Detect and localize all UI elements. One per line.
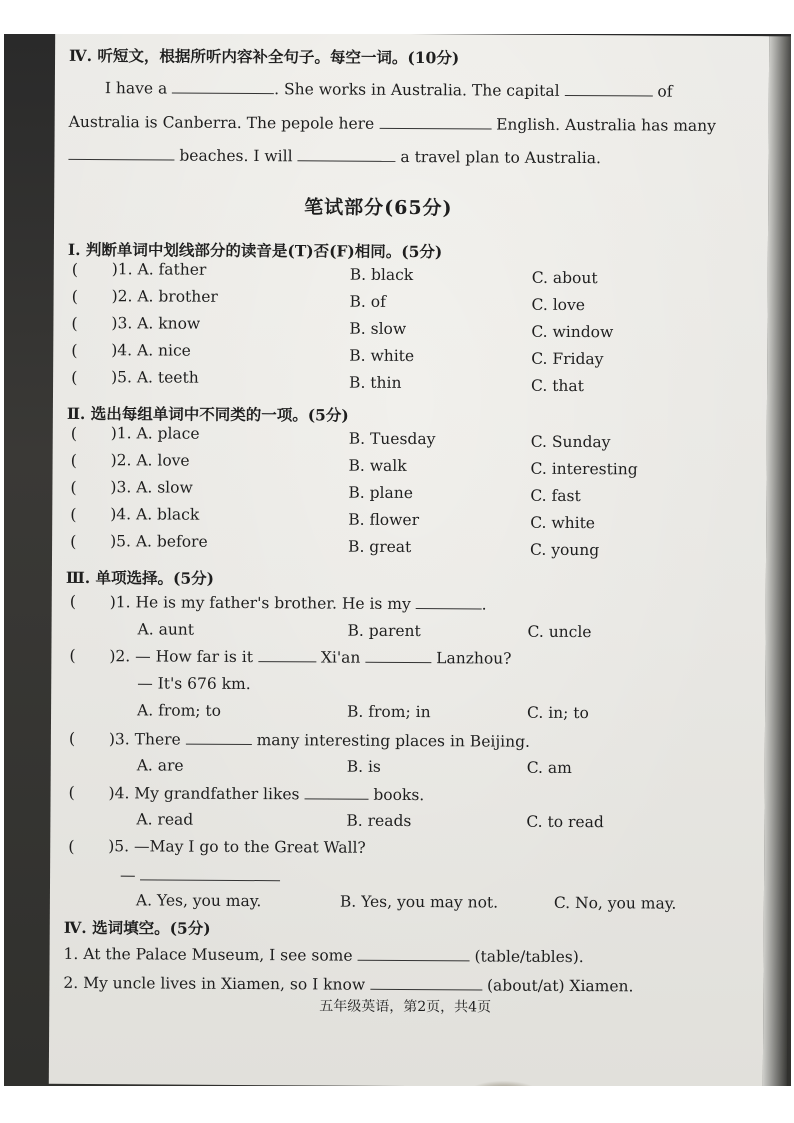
answer-paren[interactable]: (	[68, 728, 76, 748]
listening-line-3	[68, 145, 601, 167]
question-5-reply	[120, 865, 281, 885]
section1-heading: Ⅰ. 判断单词中划线部分的读音是(T)否(F)相同。(5分)	[67, 239, 443, 262]
listening-heading: Ⅳ. 听短文，根据所听内容补全句子。每空一词。(10分)	[69, 45, 460, 68]
answer-paren[interactable]: (	[70, 477, 77, 497]
answer-blank[interactable]	[365, 648, 431, 663]
section1-option-b: B. black	[349, 265, 414, 285]
answer-paren[interactable]: (	[70, 450, 77, 470]
option-c: C. am	[526, 758, 572, 777]
question-text: )3. There	[108, 730, 181, 749]
question-text: )1. He is my father's brother. He is my	[109, 593, 411, 614]
listening-text: of	[657, 82, 673, 101]
answer-paren[interactable]: (	[68, 782, 75, 802]
answer-blank[interactable]	[297, 146, 395, 162]
question-text: —	[120, 866, 136, 885]
section2-option-c: C. fast	[530, 486, 581, 506]
listening-text: . She works in Australia. The capital	[274, 80, 560, 100]
section1-option-a: )3. A. know	[111, 314, 201, 333]
section2-option-a: )3. A. slow	[110, 478, 193, 497]
question-text: (about/at) Xiamen.	[486, 976, 634, 996]
section2-option-b: B. flower	[348, 510, 420, 530]
option-b: B. is	[346, 757, 381, 776]
section1-option-a: )2. A. brother	[111, 287, 218, 306]
listening-text: I have a	[104, 79, 168, 98]
section1-option-c: C. love	[531, 295, 586, 315]
answer-blank[interactable]	[370, 975, 482, 991]
answer-blank[interactable]	[68, 145, 174, 161]
section2-option-b: B. great	[348, 537, 412, 557]
option-c: C. to read	[526, 812, 604, 832]
option-a: A. are	[136, 756, 184, 775]
page-edge-shadow	[763, 36, 791, 1086]
answer-blank[interactable]	[416, 594, 482, 609]
option-b: B. from; in	[347, 702, 431, 722]
section1-option-b: B. slow	[349, 319, 407, 338]
answer-blank[interactable]	[358, 946, 470, 962]
listening-text: a travel plan to Australia.	[400, 147, 601, 168]
section1-option-c: C. Friday	[531, 349, 604, 369]
listening-text: English. Australia has many	[496, 115, 716, 135]
question-text: Lanzhou?	[436, 649, 512, 668]
answer-blank[interactable]	[172, 79, 274, 95]
answer-paren[interactable]: (	[71, 286, 78, 306]
section1-option-c: C. that	[531, 376, 584, 396]
answer-paren[interactable]: (	[70, 423, 78, 443]
section1-option-b: B. of	[349, 292, 386, 311]
section1-option-c: C. window	[531, 322, 614, 342]
question-text: 2. My uncle lives in Xiamen, so I know	[63, 973, 366, 994]
question-text: books.	[373, 785, 425, 805]
section4-heading: Ⅳ. 选词填空。(5分)	[63, 917, 211, 938]
section1-option-b: B. white	[349, 346, 415, 366]
section2-option-b: B. Tuesday	[348, 429, 436, 449]
question-4	[109, 783, 425, 804]
listening-line-1	[105, 78, 673, 100]
answer-paren[interactable]: (	[71, 340, 78, 360]
section2-option-b: B. walk	[348, 456, 407, 475]
answer-blank[interactable]	[186, 730, 252, 745]
question-5: )5. —May I go to the Great Wall?	[108, 837, 366, 857]
answer-blank[interactable]	[140, 865, 280, 881]
section2-option-a: )5. A. before	[110, 532, 208, 551]
section2-option-c: C. interesting	[530, 459, 638, 479]
section1-option-b: B. thin	[349, 373, 402, 392]
answer-paren[interactable]: (	[69, 591, 77, 611]
section2-option-a: )2. A. love	[110, 451, 190, 470]
option-a: A. aunt	[137, 620, 195, 639]
option-a: A. Yes, you may.	[135, 891, 262, 911]
written-section-title: 笔试部分(65分)	[304, 196, 453, 220]
question-2-reply: — It's 676 km.	[137, 674, 251, 694]
option-a: A. from; to	[137, 701, 222, 720]
photo-debris	[469, 1080, 539, 1086]
answer-blank[interactable]	[379, 114, 491, 130]
section3-heading: Ⅲ. 单项选择。(5分)	[65, 567, 215, 588]
section2-heading: Ⅱ. 选出每组单词中不同类的一项。(5分)	[66, 403, 349, 425]
answer-paren[interactable]: (	[69, 645, 76, 665]
section1-option-a: )1. A. father	[111, 260, 207, 279]
option-b: B. parent	[347, 621, 421, 641]
exam-page	[49, 34, 769, 1086]
question-text: )4. My grandfather likes	[108, 784, 300, 804]
question-text: )2. — How far is it	[109, 647, 254, 667]
answer-blank[interactable]	[564, 81, 652, 97]
answer-paren[interactable]: (	[71, 259, 79, 279]
option-c: C. No, you may.	[553, 893, 677, 913]
question-text: (table/tables).	[474, 947, 584, 967]
answer-paren[interactable]: (	[71, 313, 78, 333]
answer-blank[interactable]	[258, 647, 316, 662]
answer-paren[interactable]: (	[70, 504, 77, 524]
section2-option-c: C. Sunday	[530, 432, 611, 452]
question-text: 1. At the Palace Museum, I see some	[63, 944, 353, 965]
page-footer: 五年级英语，第2页，共4页	[319, 998, 492, 1016]
answer-paren[interactable]: (	[71, 367, 78, 387]
section2-option-a: )4. A. black	[110, 505, 200, 524]
section2-option-b: B. plane	[348, 483, 413, 503]
listening-text: Australia is Canberra. The pepole here	[68, 112, 375, 133]
question-1: )1. He is my father's brother. He is my .	[109, 593, 487, 614]
fill-question-2	[63, 973, 633, 995]
section1-option-a: )4. A. nice	[111, 341, 191, 360]
option-b: B. Yes, you may not.	[339, 892, 499, 912]
answer-blank[interactable]	[304, 784, 368, 799]
question-text: Xi'an	[320, 648, 361, 667]
option-b: B. reads	[346, 811, 412, 831]
question-2	[109, 646, 511, 667]
question-text: many interesting places in Beijing.	[256, 731, 531, 751]
photo-background	[4, 34, 791, 1086]
section2-option-c: C. white	[530, 513, 596, 533]
listening-line-2	[69, 112, 716, 135]
option-a: A. read	[136, 810, 194, 829]
answer-paren[interactable]: (	[70, 531, 77, 551]
option-c: C. uncle	[527, 622, 592, 642]
section2-option-c: C. young	[530, 540, 600, 560]
question-3	[109, 729, 530, 751]
answer-paren[interactable]: (	[68, 836, 75, 856]
fill-question-1	[64, 944, 584, 966]
option-c: C. in; to	[527, 703, 589, 723]
section1-option-c: C. about	[531, 268, 598, 288]
listening-text: beaches. I will	[179, 146, 293, 166]
section1-option-a: )5. A. teeth	[111, 368, 199, 387]
section2-option-a: )1. A. place	[110, 424, 200, 443]
